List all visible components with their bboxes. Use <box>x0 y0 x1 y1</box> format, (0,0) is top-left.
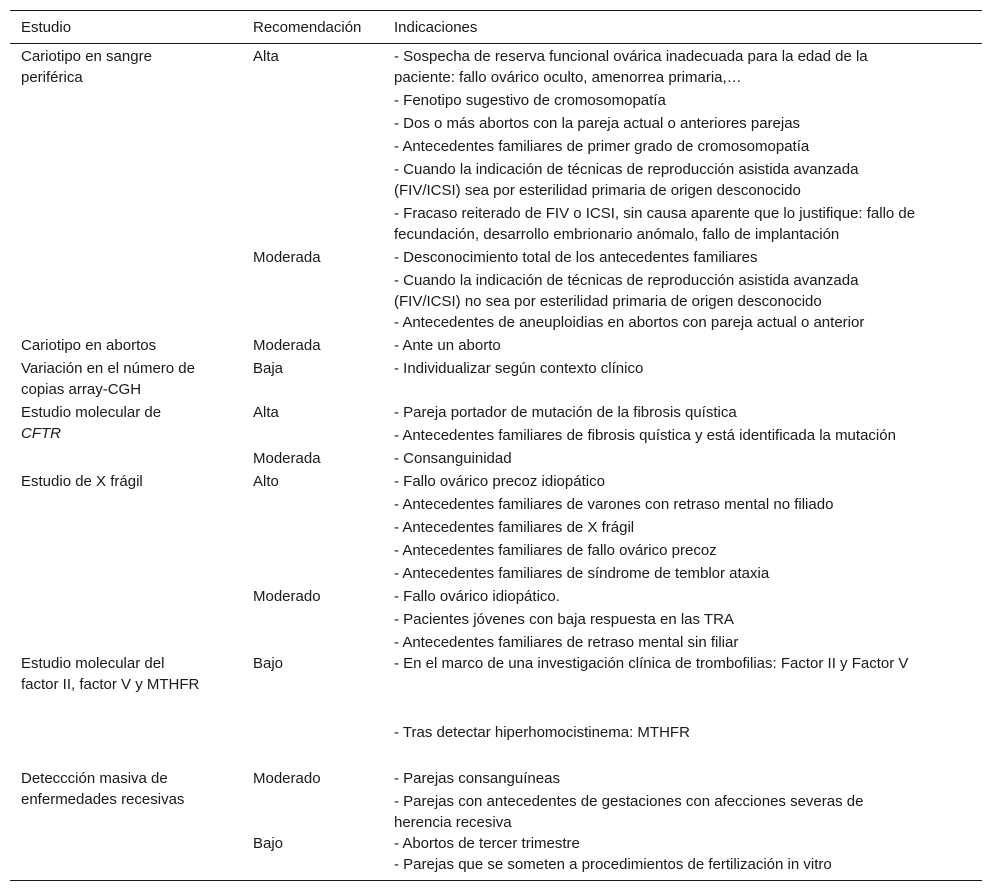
recommendation-level: Moderado <box>253 588 321 605</box>
table-top-rule <box>10 10 982 11</box>
header-recomendacion: Recomendación <box>253 19 362 36</box>
study-name: Estudio de X frágil <box>21 473 143 490</box>
indication-text: - En el marco de una investigación clínica de trombofilias: Factor II y Factor V <box>394 655 909 672</box>
indication-text: - Antecedentes familiares de primer grado de cromosomopatía <box>394 138 810 155</box>
indication-text: - Tras detectar hiperhomocistinema: MTHFR <box>394 724 690 741</box>
recommendation-level: Moderada <box>253 249 321 266</box>
indication-text: - Antecedentes familiares de síndrome de temblor ataxia <box>394 565 770 582</box>
recommendation-level: Moderado <box>253 770 321 787</box>
recommendation-level: Alto <box>253 473 279 490</box>
study-name: Deteccción masiva de <box>21 770 168 787</box>
recommendation-level: Alta <box>253 48 279 65</box>
header-indicaciones: Indicaciones <box>394 19 478 36</box>
study-name: copias array-CGH <box>21 381 142 398</box>
study-name: periférica <box>21 69 83 86</box>
indication-text: - Antecedentes de aneuploidias en abortos con pareja actual o anterior <box>394 314 865 331</box>
recommendation-level: Moderada <box>253 450 321 467</box>
study-name: factor II, factor V y MTHFR <box>21 676 200 693</box>
indication-text: - Antecedentes familiares de varones con retraso mental no filiado <box>394 496 834 513</box>
header-estudio: Estudio <box>21 19 72 36</box>
study-name: Estudio molecular de <box>21 404 162 421</box>
indication-text: - Desconocimiento total de los antecedentes familiares <box>394 249 758 266</box>
header-rule <box>10 43 982 44</box>
indication-text: - Parejas consanguíneas <box>394 770 560 787</box>
indication-text: paciente: fallo ovárico oculto, amenorrea primaria,… <box>394 69 742 86</box>
indication-text: - Consanguinidad <box>394 450 512 467</box>
table-bottom-rule <box>10 880 982 881</box>
recommendation-level: Baja <box>253 360 284 377</box>
indication-text: (FIV/ICSI) sea por esterilidad primaria de origen desconocido <box>394 182 801 199</box>
study-name: Cariotipo en sangre <box>21 48 152 65</box>
indication-text: - Antecedentes familiares de X frágil <box>394 519 635 536</box>
study-name: enfermedades recesivas <box>21 791 185 808</box>
indication-text: - Fracaso reiterado de FIV o ICSI, sin causa aparente que lo justifique: fallo de <box>394 205 916 222</box>
indication-text: - Pacientes jóvenes con baja respuesta en las TRA <box>394 611 734 628</box>
indication-text: - Pareja portador de mutación de la fibrosis quística <box>394 404 737 421</box>
recommendation-level: Bajo <box>253 835 284 852</box>
indication-text: herencia recesiva <box>394 814 512 831</box>
recommendation-level: Moderada <box>253 337 321 354</box>
indication-text: - Fallo ovárico precoz idiopático <box>394 473 605 490</box>
indication-text: - Fenotipo sugestivo de cromosomopatía <box>394 92 666 109</box>
indication-text: fecundación, desarrollo embrionario anómalo, fallo de implantación <box>394 226 840 243</box>
indication-text: - Abortos de tercer trimestre <box>394 835 580 852</box>
study-name: Variación en el número de <box>21 360 195 377</box>
indication-text: - Parejas que se someten a procedimientos de fertilización in vitro <box>394 856 832 873</box>
indication-text: - Antecedentes familiares de retraso mental sin filiar <box>394 634 739 651</box>
study-name: Estudio molecular del <box>21 655 165 672</box>
indication-text: - Ante un aborto <box>394 337 501 354</box>
recommendation-level: Alta <box>253 404 279 421</box>
indication-text: - Sospecha de reserva funcional ovárica inadecuada para la edad de la <box>394 48 868 65</box>
indication-text: - Fallo ovárico idiopático. <box>394 588 560 605</box>
indication-text: - Dos o más abortos con la pareja actual o anteriores parejas <box>394 115 801 132</box>
indication-text: - Parejas con antecedentes de gestaciones con afecciones severas de <box>394 793 864 810</box>
study-name: CFTR <box>21 425 61 442</box>
indication-text: - Antecedentes familiares de fallo ovárico precoz <box>394 542 717 559</box>
indication-text: - Individualizar según contexto clínico <box>394 360 644 377</box>
indication-text: - Antecedentes familiares de fibrosis quística y está identificada la mutación <box>394 427 896 444</box>
study-name: Cariotipo en abortos <box>21 337 157 354</box>
indication-text: (FIV/ICSI) no sea por esterilidad primaria de origen desconocido <box>394 293 822 310</box>
recommendation-level: Bajo <box>253 655 284 672</box>
indication-text: - Cuando la indicación de técnicas de reproducción asistida avanzada <box>394 161 859 178</box>
indication-text: - Cuando la indicación de técnicas de reproducción asistida avanzada <box>394 272 859 289</box>
